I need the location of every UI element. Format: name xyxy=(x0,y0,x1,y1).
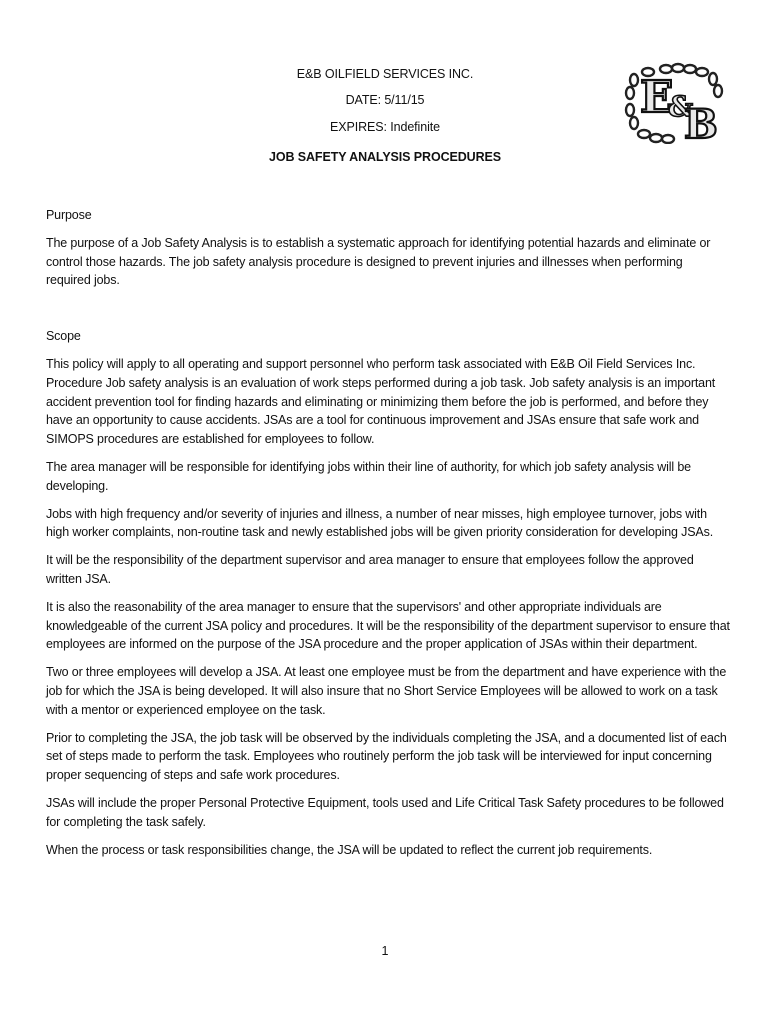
scope-paragraph: Jobs with high frequency and/or severity of injuries and illness, a number of near misses, high employee turnover, jobs with high worker complaints, non-routine task and newly established jobs will be given priority consideration for developing JSAs. xyxy=(46,506,714,540)
logo-letter-e: E xyxy=(640,72,674,123)
scope-paragraph: This policy will apply to all operating and support personnel who perform task associated with E&B Oil Field Services Inc. Procedure Job safety analysis is an evaluation of work steps performed during a job task. Job safety analysis is an important accident prevention tool for finding hazards and eliminating or minimizing them before the job is performed, and before they have an opportunity to cause accidents. JSAs are a tool for continuous improvement and JSAs ensure that safe work and SIMOPS procedures are established for employees to follow. xyxy=(46,356,716,447)
document-title: JOB SAFETY ANALYSIS PROCEDURES xyxy=(268,150,501,164)
document-body xyxy=(46,206,730,868)
logo-ampersand: & xyxy=(668,90,694,123)
scope-paragraph: It will be the responsibility of the department supervisor and area manager to ensure that employees follow the approved written JSA. xyxy=(46,553,694,586)
logo-letter-b: B xyxy=(684,101,718,144)
scope-paragraph: When the process or task responsibilities change, the JSA will be updated to reflect the current job requirements. xyxy=(46,842,653,857)
scope-paragraph: JSAs will include the proper Personal Protective Equipment, tools used and Life Critical Task Safety procedures to be followed for completing the task safely. xyxy=(46,795,724,829)
scope-paragraph: Prior to completing the JSA, the job task will be observed by the individuals completing the JSA, and a documented list of each set of steps made to perform the task. Employees who routinely perform the job task will be interviewed for input concerning proper sequencing of steps and safe work procedures. xyxy=(46,730,727,783)
purpose-paragraph: The purpose of a Job Safety Analysis is to establish a systematic approach for identifying potential hazards and eliminate or control those hazards. The job safety analysis procedure is designed to prevent injuries and illnesses when performing required jobs. xyxy=(46,235,711,288)
scope-paragraph: It is also the reasonability of the area manager to ensure that the supervisors' and other appropriate individuals are knowledgeable of the current JSA policy and procedures. It will be the responsibility of the department supervisor to ensure that employees are informed on the purpose of the JSA procedure and the proper application of JSAs within their department. xyxy=(46,599,730,652)
scope-heading: Scope xyxy=(46,329,81,344)
scope-paragraph: The area manager will be responsible for identifying jobs within their line of authority, for which job safety analysis will be developing. xyxy=(46,459,691,493)
company-name: E&B OILFIELD SERVICES INC. xyxy=(296,67,474,81)
document-expires: EXPIRES: Indefinite xyxy=(330,120,440,134)
page-number: 1 xyxy=(381,944,389,958)
scope-paragraph: Two or three employees will develop a JSA. At least one employee must be from the department and have experience with the job for which the JSA is being developed. It will also insure that no Short Service Employees will be allowed to work on a task with a mentor or experienced employee on the task. xyxy=(46,665,727,717)
purpose-heading: Purpose xyxy=(46,208,92,222)
document-date: DATE: 5/11/15 xyxy=(345,93,425,107)
company-logo xyxy=(618,62,730,144)
